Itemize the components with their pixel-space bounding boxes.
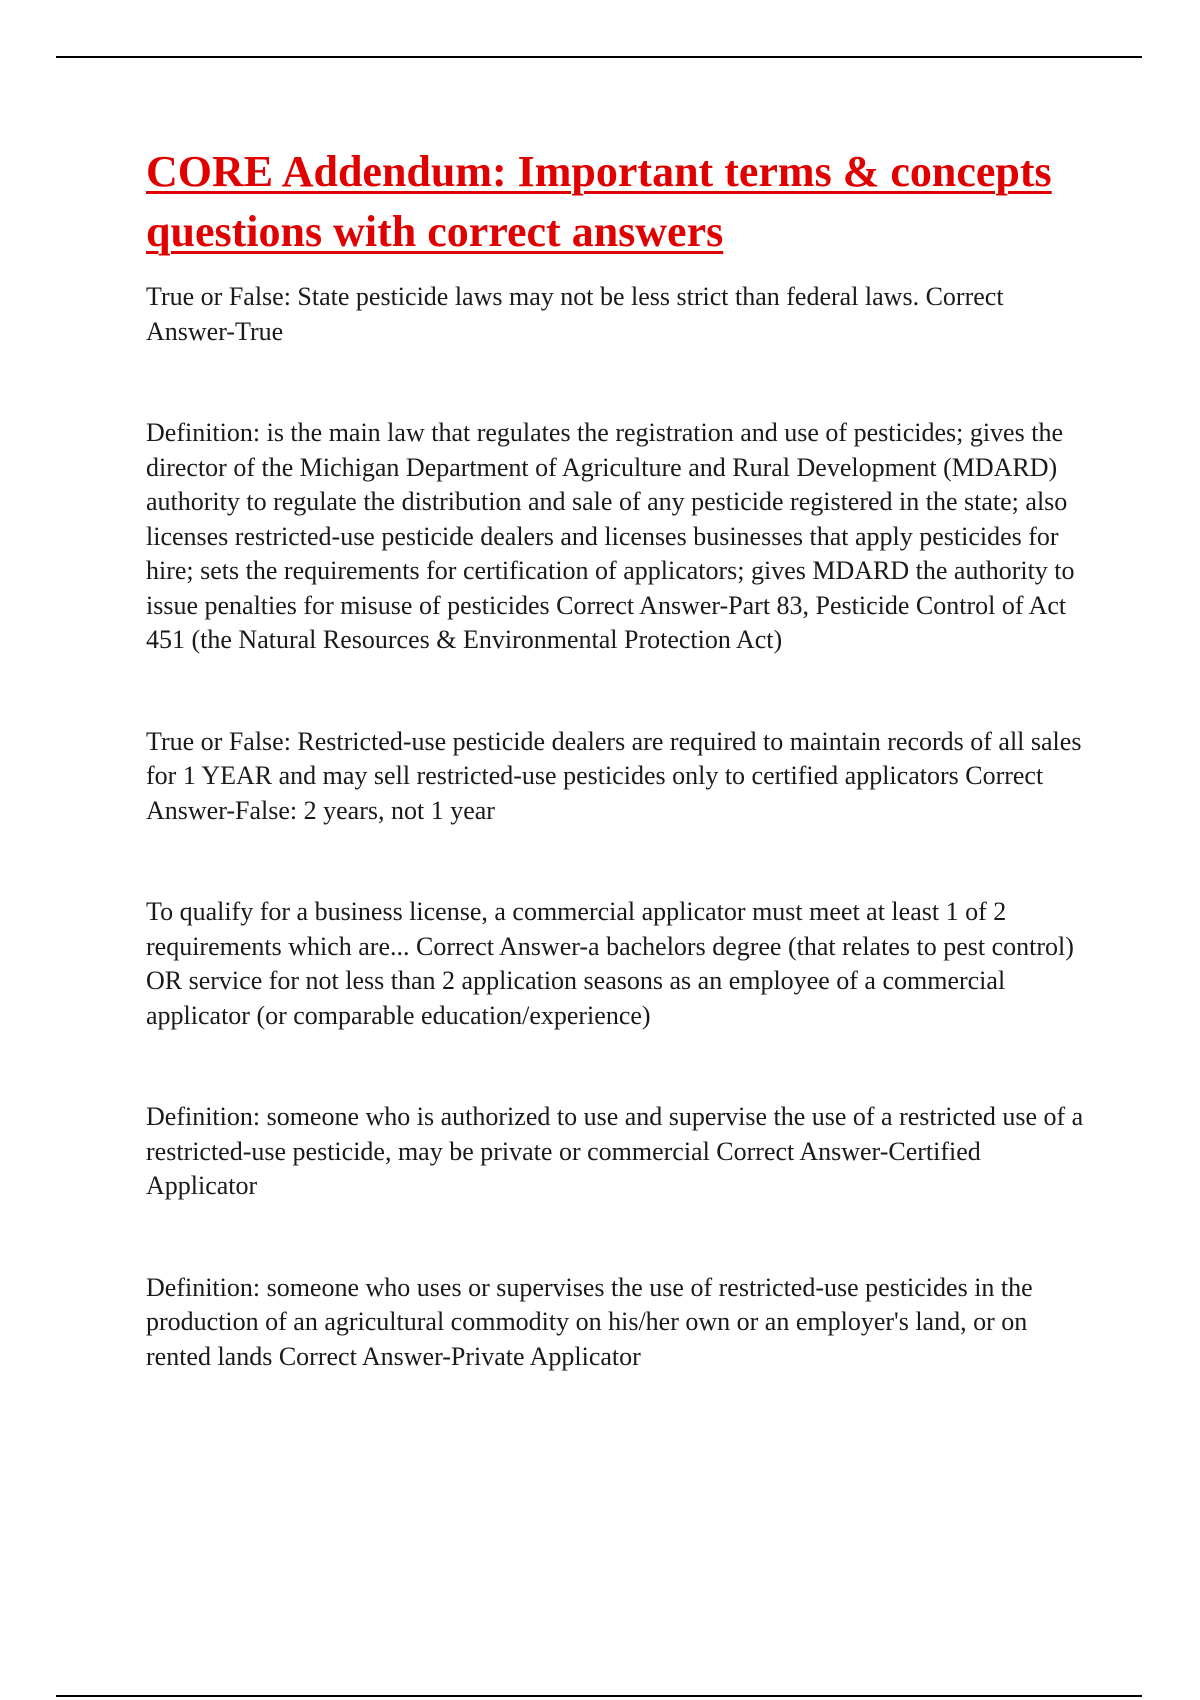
top-divider [56, 56, 1142, 58]
bottom-divider [56, 1695, 1142, 1697]
qa-item: True or False: State pesticide laws may not be less strict than federal laws. Correct Answer-True [146, 282, 1004, 346]
qa-item: Definition: someone who uses or supervises the use of restricted-use pesticides in the production of an agricultural commodity on his/her own or an employer's land, or on rented lands Correct Answer-Private Applicator [146, 1272, 1033, 1371]
document-body [146, 142, 1086, 1374]
document-title: CORE Addendum: Important terms & concepts questions with correct answers [146, 147, 1052, 256]
qa-item: Definition: is the main law that regulates the registration and use of pesticides; gives the director of the Michigan Department of Agriculture and Rural Development (MDARD) authority to regulate the distribution and sale of any pesticide registered in the state; also licenses restricted-use pesticide dealers and licenses businesses that apply pesticides for hire; sets the requirements for certification of applicators; gives MDARD the authority to issue penalties for misuse of pesticides Correct Answer-Part 83, Pesticide Control of Act 451 (the Natural Resources & Environmental Protection Act) [146, 418, 1075, 654]
qa-item: Definition: someone who is authorized to use and supervise the use of a restricted use of a restricted-use pesticide, may be private or commercial Correct Answer-Certified Applicator [146, 1102, 1084, 1200]
qa-item: To qualify for a business license, a commercial applicator must meet at least 1 of 2 requirements which are... Correct Answer-a bachelors degree (that relates to pest control) OR service for not less than 2 application seasons as an employee of a commercial applicator (or comparable education/experience) [146, 897, 1074, 1030]
qa-item: True or False: Restricted-use pesticide dealers are required to maintain records of all sales for 1 YEAR and may sell restricted-use pesticides only to certified applicators Correct Answer-False: 2 years, not 1 year [146, 726, 1082, 825]
